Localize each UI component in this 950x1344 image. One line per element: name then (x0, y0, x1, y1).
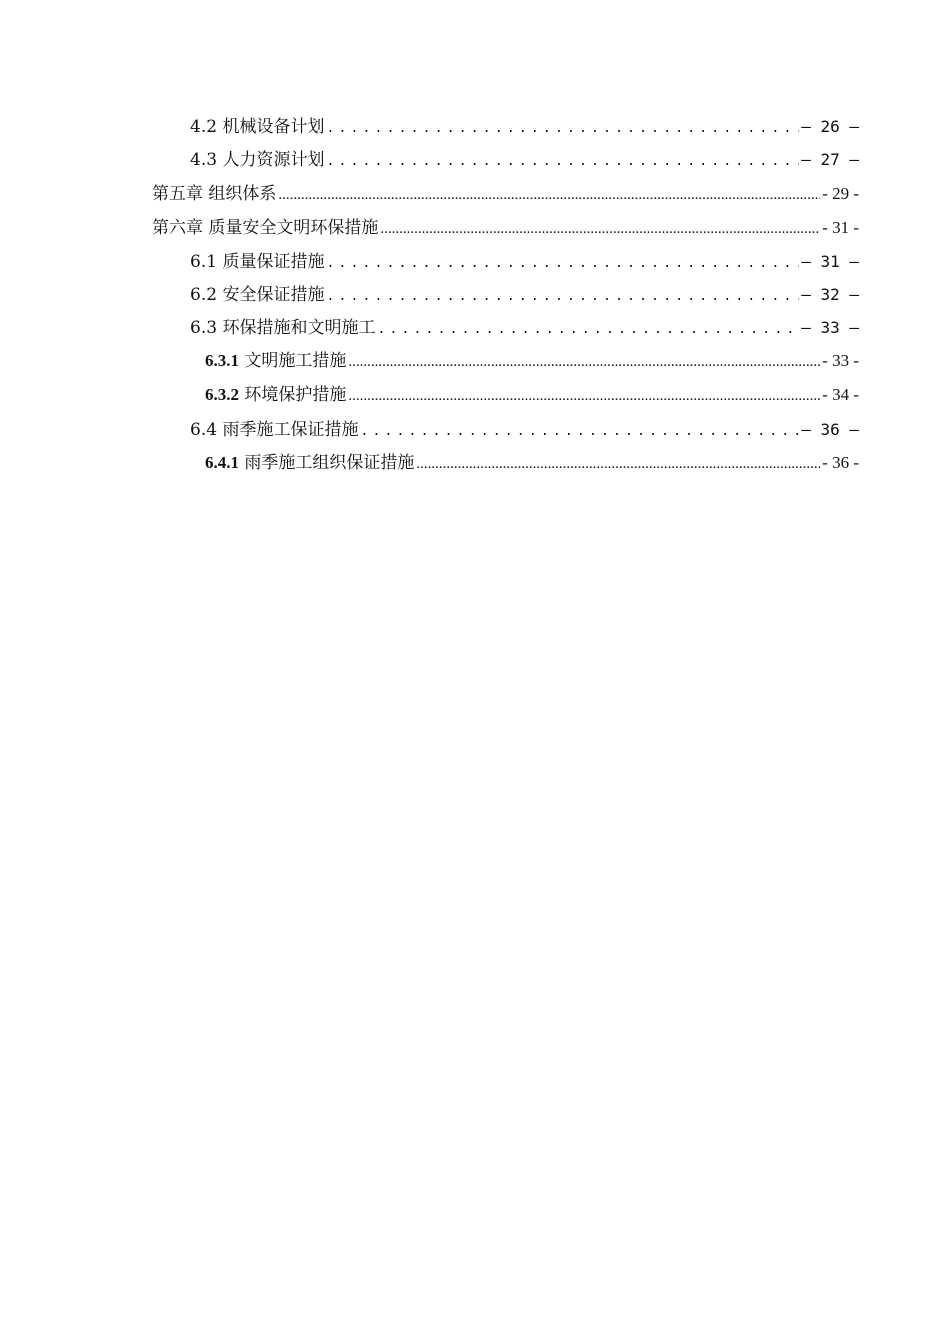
toc-entry-title: 4.3 人力资源计划 (190, 150, 325, 170)
toc-entry-page: – 26 – (801, 117, 859, 136)
toc-dot-leader (326, 118, 799, 140)
toc-entry-title: 第五章 组织体系 (152, 184, 277, 204)
toc-dot-leader (380, 218, 820, 240)
toc-entry-text: 环境保护措施 (239, 385, 347, 405)
toc-entry-number: 6.4.1 (205, 453, 239, 472)
toc-entry-page: – 27 – (801, 150, 859, 169)
toc-entry-page: – 33 – (801, 318, 859, 337)
toc-entry-page: - 29 - (822, 184, 859, 203)
toc-entry[interactable] (152, 217, 859, 239)
toc-entry-number: 6.3.1 (205, 351, 239, 370)
toc-dot-leader (348, 385, 820, 407)
toc-entry-title: 6.2 安全保证措施 (190, 285, 325, 305)
toc-entry[interactable] (205, 452, 859, 474)
toc-entry-title: 4.2 机械设备计划 (190, 117, 325, 137)
toc-entry[interactable] (190, 116, 859, 138)
toc-entry-page: - 36 - (822, 453, 859, 472)
toc-entry-title: 6.3 环保措施和文明施工 (190, 318, 376, 338)
toc-entry-number: 6.3.2 (205, 385, 239, 404)
toc-entry[interactable] (205, 350, 859, 372)
toc-dot-leader (377, 319, 799, 341)
toc-entry-page: – 36 – (801, 420, 859, 439)
toc-entry-title: 6.4 雨季施工保证措施 (190, 420, 359, 440)
toc-entry-page: – 32 – (801, 285, 859, 304)
toc-entry[interactable] (205, 384, 859, 406)
toc-dot-leader (326, 286, 799, 308)
toc-dot-leader (326, 253, 799, 275)
toc-entry-text: 文明施工措施 (239, 351, 347, 371)
toc-dot-leader (348, 351, 820, 373)
toc-entry[interactable] (190, 149, 859, 171)
toc-entry-text: 雨季施工组织保证措施 (239, 453, 415, 473)
toc-entry[interactable] (190, 284, 859, 306)
toc-entry-page: – 31 – (801, 252, 859, 271)
toc-entry[interactable] (152, 183, 859, 205)
toc-dot-leader (326, 151, 799, 173)
toc-entry-title: 第六章 质量安全文明环保措施 (152, 218, 379, 238)
toc-entry[interactable] (190, 317, 859, 339)
toc-entry-page: - 31 - (822, 218, 859, 237)
toc-entry-title: 6.1 质量保证措施 (190, 252, 325, 272)
toc-entry[interactable] (190, 419, 859, 441)
toc-dot-leader (416, 453, 820, 475)
toc-entry-title (205, 452, 414, 474)
toc-dot-leader (360, 421, 799, 443)
toc-entry[interactable] (190, 251, 859, 273)
toc-entry-page: - 33 - (822, 351, 859, 370)
toc-entry-title (205, 350, 346, 372)
toc-entry-page: - 34 - (822, 385, 859, 404)
toc-entry-title (205, 384, 346, 406)
toc-dot-leader (278, 184, 820, 206)
